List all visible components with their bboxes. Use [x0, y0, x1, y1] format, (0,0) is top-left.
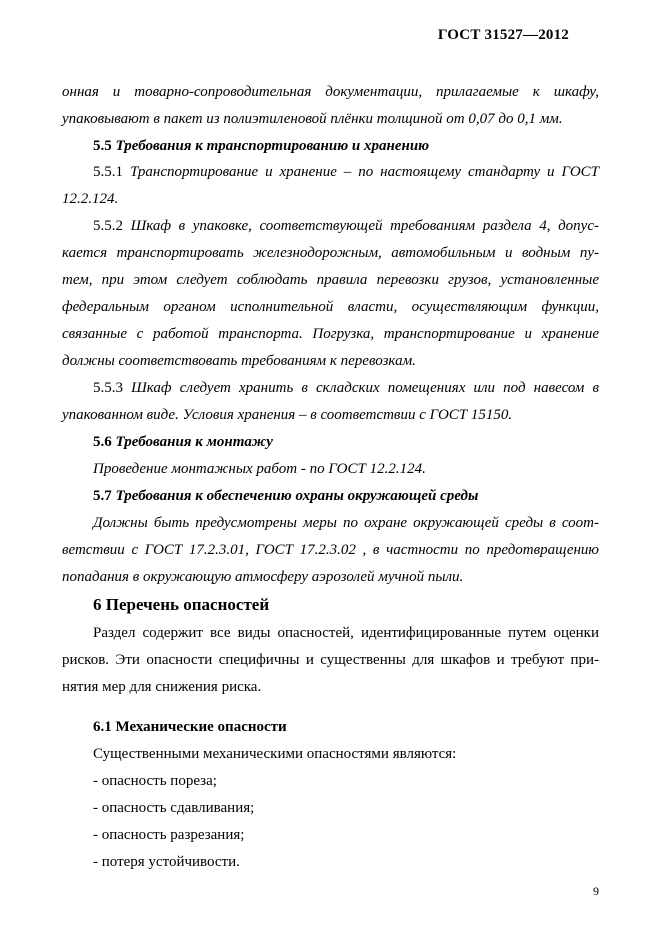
- clause-text: Шкаф в упаковке, соответствующей требованиям раздела 4, допус-: [130, 218, 599, 234]
- section-number: 5.7: [93, 488, 112, 504]
- section-title: Требования к обеспечению охраны окружающей среды: [115, 488, 479, 504]
- paragraph-line: попадания в окружающую атмосферу аэрозолей мучной пыли.: [62, 569, 464, 585]
- section-heading-5-5: [93, 137, 429, 155]
- document-header-id: ГОСТ 31527—2012: [437, 27, 569, 43]
- paragraph-line: Раздел содержит все виды опасностей, идентифицированные путем оценки: [93, 625, 599, 641]
- paragraph-line: федеральным органом исполнительной власти, осуществляющим функции,: [62, 299, 599, 315]
- paragraph-line: должны соответствовать требованиям к перевозкам.: [62, 353, 416, 369]
- clause-number: 5.5.3: [93, 380, 123, 396]
- page-number: 9: [593, 884, 599, 898]
- paragraph-line: упаковывают в пакет из полиэтиленовой плёнки толщиной от 0,07 до 0,1 мм.: [62, 111, 563, 127]
- paragraph-line: [93, 379, 599, 397]
- paragraph-line: 12.2.124.: [62, 191, 119, 207]
- paragraph-line: связанные с работой транспорта. Погрузка, транспортирование и хранение: [62, 326, 599, 342]
- clause-text: Транспортирование и хранение – по настоящему стандарту и ГОСТ: [129, 164, 600, 180]
- paragraph-line: рисков. Эти опасности специфичны и существенны для шкафов и требуют при-: [62, 652, 599, 668]
- paragraph-line: кается транспортировать железнодорожным, автомобильным и водным пу-: [62, 245, 599, 261]
- section-number: 5.6: [93, 434, 112, 450]
- section-heading-5-6: [93, 433, 273, 451]
- paragraph-line: Должны быть предусмотрены меры по охране окружающей среды в соот-: [93, 515, 599, 531]
- section-title: Требования к транспортированию и хранению: [115, 138, 430, 154]
- paragraph-line: тем, при этом следует соблюдать правила перевозки грузов, установленные: [62, 272, 599, 288]
- paragraph-line: упакованном виде. Условия хранения – в соответствии с ГОСТ 15150.: [62, 407, 513, 423]
- section-number: 5.5: [93, 138, 112, 154]
- list-item: - опасность пореза;: [93, 773, 217, 789]
- paragraph-line: онная и товарно-сопроводительная документации, прилагаемые к шкафу,: [62, 84, 599, 100]
- paragraph-line: [93, 217, 599, 235]
- section-title: Требования к монтажу: [115, 434, 273, 450]
- clause-number: 5.5.1: [93, 164, 123, 180]
- clause-text: Шкаф следует хранить в складских помещениях или под навесом в: [131, 380, 599, 396]
- section-heading-6-1: 6.1 Механические опасности: [93, 719, 287, 735]
- section-heading-5-7: [93, 487, 478, 505]
- list-item: - опасность сдавливания;: [93, 800, 255, 816]
- paragraph-line: Проведение монтажных работ - по ГОСТ 12.2.124.: [93, 461, 426, 477]
- paragraph-line: Существенными механическими опасностями являются:: [93, 746, 457, 762]
- list-item: - потеря устойчивости.: [93, 854, 240, 870]
- paragraph-line: ветствии с ГОСТ 17.2.3.01, ГОСТ 17.2.3.02 , в частности по предотвращению: [62, 542, 599, 558]
- paragraph-line: нятия мер для снижения риска.: [62, 679, 262, 695]
- clause-number: 5.5.2: [93, 218, 123, 234]
- list-item: - опасность разрезания;: [93, 827, 245, 843]
- paragraph-line: [93, 163, 599, 181]
- section-heading-6: 6 Перечень опасностей: [93, 595, 270, 614]
